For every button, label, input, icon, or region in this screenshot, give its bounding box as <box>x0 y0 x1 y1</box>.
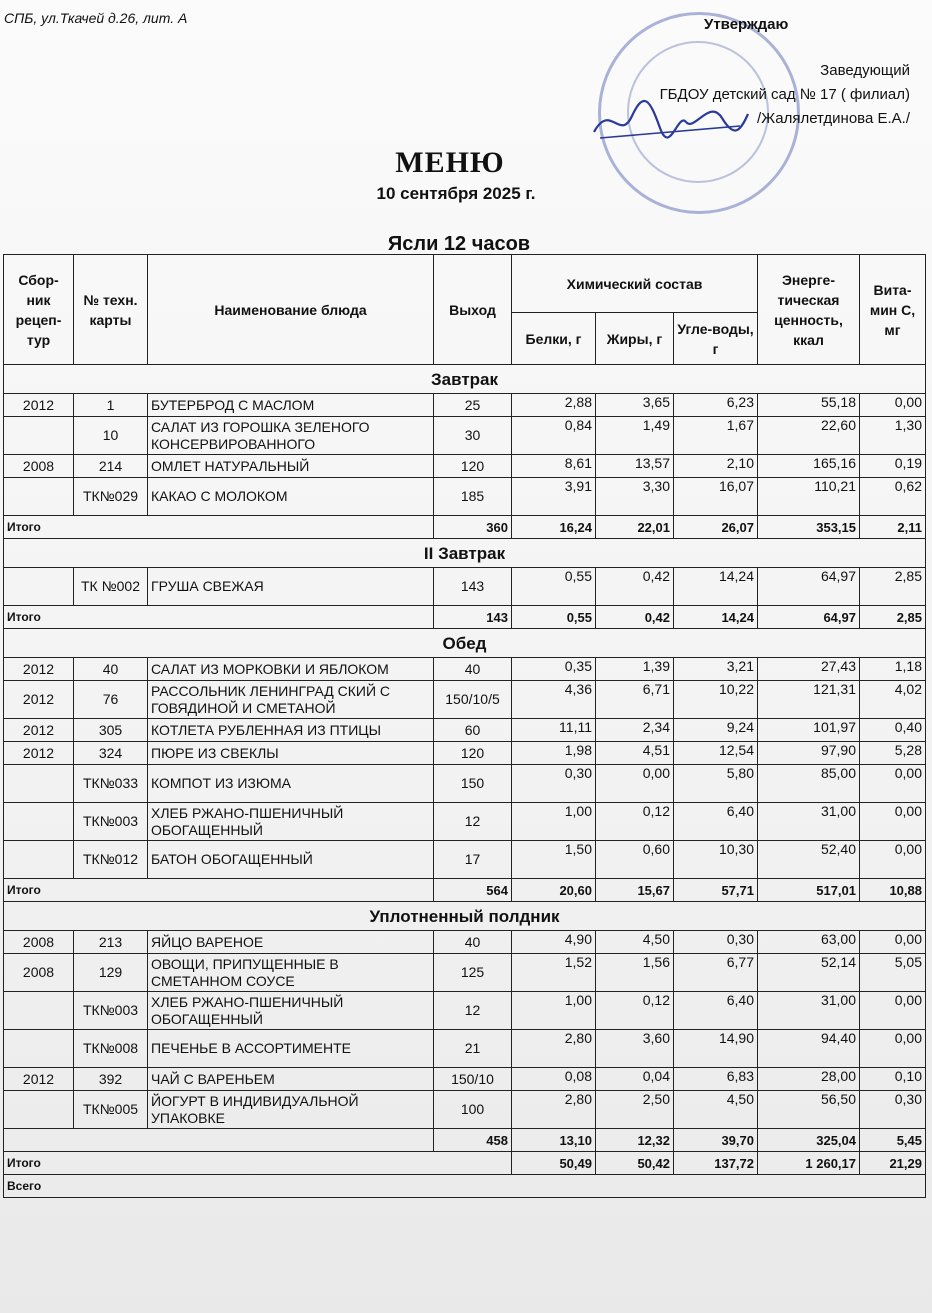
tech-card-number: ТК№003 <box>74 992 148 1030</box>
total-fat: 0,42 <box>596 606 674 629</box>
dish-yield: 143 <box>434 568 512 606</box>
dish-name: САЛАТ ИЗ ГОРОШКА ЗЕЛЕНОГО КОНСЕРВИРОВАННОГО <box>148 417 434 455</box>
dish-name: БАТОН ОБОГАЩЕННЫЙ <box>148 841 434 879</box>
col-chem: Химический состав <box>512 255 758 313</box>
dish-name: БУТЕРБРОД С МАСЛОМ <box>148 394 434 417</box>
carbs-value: 9,24 <box>674 719 758 742</box>
energy-value: 52,40 <box>758 841 860 879</box>
vitamin-value: 0,10 <box>860 1068 926 1091</box>
fat-value: 2,34 <box>596 719 674 742</box>
tech-card-number: 40 <box>74 658 148 681</box>
recipe-collection: 2012 <box>4 719 74 742</box>
menu-row <box>4 417 926 455</box>
menu-row <box>4 681 926 719</box>
energy-value: 121,31 <box>758 681 860 719</box>
dish-name: КОМПОТ ИЗ ИЗЮМА <box>148 765 434 803</box>
fat-value: 6,71 <box>596 681 674 719</box>
recipe-collection <box>4 1030 74 1068</box>
grand-vsego-label: Всего <box>4 1175 926 1198</box>
tech-card-number: 213 <box>74 931 148 954</box>
total-label: Итого <box>4 516 434 539</box>
dish-name: ЧАЙ С ВАРЕНЬЕМ <box>148 1068 434 1091</box>
protein-value: 1,52 <box>512 954 596 992</box>
menu-row <box>4 954 926 992</box>
tech-card-number: ТК №002 <box>74 568 148 606</box>
fat-value: 1,39 <box>596 658 674 681</box>
carbs-value: 14,90 <box>674 1030 758 1068</box>
total-vitamin: 10,88 <box>860 879 926 902</box>
col-vitamin: Вита-мин С, мг <box>860 255 926 365</box>
col-carbs: Угле-воды, г <box>674 313 758 365</box>
total-carbs: 26,07 <box>674 516 758 539</box>
energy-value: 55,18 <box>758 394 860 417</box>
section-title: II Завтрак <box>4 539 926 568</box>
total-yield: 360 <box>434 516 512 539</box>
protein-value: 2,80 <box>512 1091 596 1129</box>
carbs-value: 6,77 <box>674 954 758 992</box>
dish-name: ХЛЕБ РЖАНО-ПШЕНИЧНЫЙ ОБОГАЩЕННЫЙ <box>148 992 434 1030</box>
total-label <box>4 1129 434 1152</box>
protein-value: 8,61 <box>512 455 596 478</box>
total-energy: 325,04 <box>758 1129 860 1152</box>
carbs-value: 1,67 <box>674 417 758 455</box>
carbs-value: 0,30 <box>674 931 758 954</box>
fat-value: 0,60 <box>596 841 674 879</box>
recipe-collection: 2012 <box>4 394 74 417</box>
recipe-collection: 2012 <box>4 742 74 765</box>
dish-yield: 17 <box>434 841 512 879</box>
protein-value: 0,35 <box>512 658 596 681</box>
dish-yield: 40 <box>434 931 512 954</box>
vitamin-value: 0,00 <box>860 841 926 879</box>
fat-value: 1,56 <box>596 954 674 992</box>
section-header <box>4 902 926 931</box>
carbs-value: 6,40 <box>674 992 758 1030</box>
energy-value: 101,97 <box>758 719 860 742</box>
dish-name: ГРУША СВЕЖАЯ <box>148 568 434 606</box>
total-energy: 517,01 <box>758 879 860 902</box>
fat-value: 13,57 <box>596 455 674 478</box>
protein-value: 2,80 <box>512 1030 596 1068</box>
recipe-collection <box>4 478 74 516</box>
tech-card-number: 305 <box>74 719 148 742</box>
energy-value: 52,14 <box>758 954 860 992</box>
dish-name: ОВОЩИ, ПРИПУЩЕННЫЕ В СМЕТАННОМ СОУСЕ <box>148 954 434 992</box>
col-yield: Выход <box>434 255 512 365</box>
vitamin-value: 0,30 <box>860 1091 926 1129</box>
total-carbs: 57,71 <box>674 879 758 902</box>
fat-value: 2,50 <box>596 1091 674 1129</box>
section-total-row <box>4 516 926 539</box>
carbs-value: 10,30 <box>674 841 758 879</box>
total-energy: 353,15 <box>758 516 860 539</box>
vitamin-value: 1,18 <box>860 658 926 681</box>
energy-value: 28,00 <box>758 1068 860 1091</box>
address-line: СПБ, ул.Ткачей д.26, лит. А <box>4 10 188 26</box>
col-energy: Энерге-тическая ценность, ккал <box>758 255 860 365</box>
dish-yield: 120 <box>434 455 512 478</box>
carbs-value: 6,23 <box>674 394 758 417</box>
section-total-row <box>4 879 926 902</box>
col-card: № техн. карты <box>74 255 148 365</box>
fat-value: 4,50 <box>596 931 674 954</box>
total-carbs: 39,70 <box>674 1129 758 1152</box>
tech-card-number: ТК№033 <box>74 765 148 803</box>
dish-yield: 12 <box>434 992 512 1030</box>
col-collection: Сбор-ник рецеп-тур <box>4 255 74 365</box>
energy-value: 22,60 <box>758 417 860 455</box>
signatory-name: /Жалялетдинова Е.А./ <box>757 110 910 127</box>
dish-yield: 25 <box>434 394 512 417</box>
grand-fat: 50,42 <box>596 1152 674 1175</box>
grand-carbs: 137,72 <box>674 1152 758 1175</box>
protein-value: 1,98 <box>512 742 596 765</box>
dish-name: РАССОЛЬНИК ЛЕНИНГРАД СКИЙ С ГОВЯДИНОЙ И СМЕТАНОЙ <box>148 681 434 719</box>
dish-name: КОТЛЕТА РУБЛЕННАЯ ИЗ ПТИЦЫ <box>148 719 434 742</box>
carbs-value: 3,21 <box>674 658 758 681</box>
menu-row <box>4 478 926 516</box>
total-fat: 15,67 <box>596 879 674 902</box>
fat-value: 3,65 <box>596 394 674 417</box>
menu-row <box>4 394 926 417</box>
grand-itogo-label: Итого <box>4 1152 512 1175</box>
grand-itogo-row <box>4 1152 926 1175</box>
tech-card-number: 392 <box>74 1068 148 1091</box>
tech-card-number: 324 <box>74 742 148 765</box>
organization-name: ГБДОУ детский сад № 17 ( филиал) <box>659 86 910 103</box>
section-title: Завтрак <box>4 365 926 394</box>
tech-card-number: 214 <box>74 455 148 478</box>
energy-value: 85,00 <box>758 765 860 803</box>
vitamin-value: 0,00 <box>860 992 926 1030</box>
energy-value: 97,90 <box>758 742 860 765</box>
vitamin-value: 0,00 <box>860 931 926 954</box>
tech-card-number: 76 <box>74 681 148 719</box>
total-yield: 143 <box>434 606 512 629</box>
energy-value: 110,21 <box>758 478 860 516</box>
total-label: Итого <box>4 606 434 629</box>
total-protein: 13,10 <box>512 1129 596 1152</box>
dish-yield: 125 <box>434 954 512 992</box>
total-vitamin: 2,11 <box>860 516 926 539</box>
dish-name: ЙОГУРТ В ИНДИВИДУАЛЬНОЙ УПАКОВКЕ <box>148 1091 434 1129</box>
tech-card-number: ТК№029 <box>74 478 148 516</box>
protein-value: 2,88 <box>512 394 596 417</box>
recipe-collection <box>4 417 74 455</box>
energy-value: 165,16 <box>758 455 860 478</box>
energy-value: 63,00 <box>758 931 860 954</box>
dish-yield: 21 <box>434 1030 512 1068</box>
vitamin-value: 2,85 <box>860 568 926 606</box>
head-position: Заведующий <box>820 62 910 79</box>
dish-yield: 185 <box>434 478 512 516</box>
total-protein: 16,24 <box>512 516 596 539</box>
menu-row <box>4 803 926 841</box>
energy-value: 31,00 <box>758 803 860 841</box>
menu-row <box>4 658 926 681</box>
dish-name: КАКАО С МОЛОКОМ <box>148 478 434 516</box>
recipe-collection: 2012 <box>4 681 74 719</box>
menu-row <box>4 742 926 765</box>
energy-value: 56,50 <box>758 1091 860 1129</box>
menu-row <box>4 1091 926 1129</box>
protein-value: 1,50 <box>512 841 596 879</box>
recipe-collection <box>4 1091 74 1129</box>
carbs-value: 4,50 <box>674 1091 758 1129</box>
total-fat: 22,01 <box>596 516 674 539</box>
total-vitamin: 5,45 <box>860 1129 926 1152</box>
vitamin-value: 0,19 <box>860 455 926 478</box>
dish-yield: 30 <box>434 417 512 455</box>
menu-row <box>4 568 926 606</box>
protein-value: 0,55 <box>512 568 596 606</box>
col-protein: Белки, г <box>512 313 596 365</box>
grand-protein: 50,49 <box>512 1152 596 1175</box>
document-title: МЕНЮ <box>395 146 505 179</box>
col-dish: Наименование блюда <box>148 255 434 365</box>
col-fat: Жиры, г <box>596 313 674 365</box>
dish-yield: 40 <box>434 658 512 681</box>
grand-energy: 1 260,17 <box>758 1152 860 1175</box>
dish-yield: 120 <box>434 742 512 765</box>
protein-value: 0,84 <box>512 417 596 455</box>
dish-yield: 150/10 <box>434 1068 512 1091</box>
recipe-collection: 2008 <box>4 455 74 478</box>
document-date: 10 сентября 2025 г. <box>376 184 536 203</box>
grand-vsego-row <box>4 1175 926 1198</box>
recipe-collection: 2012 <box>4 658 74 681</box>
vitamin-value: 1,30 <box>860 417 926 455</box>
total-label: Итого <box>4 879 434 902</box>
protein-value: 11,11 <box>512 719 596 742</box>
protein-value: 4,90 <box>512 931 596 954</box>
total-fat: 12,32 <box>596 1129 674 1152</box>
protein-value: 0,08 <box>512 1068 596 1091</box>
total-yield: 458 <box>434 1129 512 1152</box>
menu-table <box>3 254 926 1198</box>
group-name: Ясли 12 часов <box>387 233 531 255</box>
total-energy: 64,97 <box>758 606 860 629</box>
recipe-collection <box>4 568 74 606</box>
vitamin-value: 0,00 <box>860 765 926 803</box>
dish-yield: 12 <box>434 803 512 841</box>
menu-row <box>4 1030 926 1068</box>
protein-value: 3,91 <box>512 478 596 516</box>
approve-label: Утверждаю <box>704 16 789 33</box>
recipe-collection <box>4 765 74 803</box>
total-protein: 0,55 <box>512 606 596 629</box>
recipe-collection <box>4 803 74 841</box>
section-title: Обед <box>4 629 926 658</box>
carbs-value: 5,80 <box>674 765 758 803</box>
total-carbs: 14,24 <box>674 606 758 629</box>
tech-card-number: 129 <box>74 954 148 992</box>
grand-vitamin: 21,29 <box>860 1152 926 1175</box>
carbs-value: 12,54 <box>674 742 758 765</box>
vitamin-value: 0,62 <box>860 478 926 516</box>
menu-body <box>4 365 926 1198</box>
recipe-collection: 2008 <box>4 931 74 954</box>
fat-value: 0,00 <box>596 765 674 803</box>
dish-name: ПЮРЕ ИЗ СВЕКЛЫ <box>148 742 434 765</box>
fat-value: 0,12 <box>596 992 674 1030</box>
recipe-collection: 2008 <box>4 954 74 992</box>
section-header <box>4 629 926 658</box>
carbs-value: 6,83 <box>674 1068 758 1091</box>
tech-card-number: ТК№003 <box>74 803 148 841</box>
tech-card-number: ТК№005 <box>74 1091 148 1129</box>
energy-value: 94,40 <box>758 1030 860 1068</box>
menu-row <box>4 765 926 803</box>
fat-value: 0,04 <box>596 1068 674 1091</box>
recipe-collection: 2012 <box>4 1068 74 1091</box>
vitamin-value: 0,40 <box>860 719 926 742</box>
section-header <box>4 539 926 568</box>
dish-name: ПЕЧЕНЬЕ В АССОРТИМЕНТЕ <box>148 1030 434 1068</box>
menu-row <box>4 455 926 478</box>
section-title: Уплотненный полдник <box>4 902 926 931</box>
carbs-value: 16,07 <box>674 478 758 516</box>
tech-card-number: ТК№012 <box>74 841 148 879</box>
total-yield: 564 <box>434 879 512 902</box>
menu-row <box>4 931 926 954</box>
carbs-value: 6,40 <box>674 803 758 841</box>
protein-value: 0,30 <box>512 765 596 803</box>
carbs-value: 14,24 <box>674 568 758 606</box>
vitamin-value: 0,00 <box>860 803 926 841</box>
dish-yield: 60 <box>434 719 512 742</box>
fat-value: 0,42 <box>596 568 674 606</box>
menu-row <box>4 1068 926 1091</box>
dish-yield: 150/10/5 <box>434 681 512 719</box>
fat-value: 0,12 <box>596 803 674 841</box>
recipe-collection <box>4 841 74 879</box>
tech-card-number: ТК№008 <box>74 1030 148 1068</box>
section-header <box>4 365 926 394</box>
dish-name: САЛАТ ИЗ МОРКОВКИ И ЯБЛОКОМ <box>148 658 434 681</box>
dish-yield: 150 <box>434 765 512 803</box>
protein-value: 1,00 <box>512 992 596 1030</box>
dish-yield: 100 <box>434 1091 512 1129</box>
carbs-value: 10,22 <box>674 681 758 719</box>
protein-value: 4,36 <box>512 681 596 719</box>
energy-value: 27,43 <box>758 658 860 681</box>
tech-card-number: 10 <box>74 417 148 455</box>
dish-name: ХЛЕБ РЖАНО-ПШЕНИЧНЫЙ ОБОГАЩЕННЫЙ <box>148 803 434 841</box>
vitamin-value: 0,00 <box>860 1030 926 1068</box>
menu-row <box>4 992 926 1030</box>
vitamin-value: 0,00 <box>860 394 926 417</box>
carbs-value: 2,10 <box>674 455 758 478</box>
protein-value: 1,00 <box>512 803 596 841</box>
tech-card-number: 1 <box>74 394 148 417</box>
menu-row <box>4 719 926 742</box>
fat-value: 1,49 <box>596 417 674 455</box>
energy-value: 64,97 <box>758 568 860 606</box>
fat-value: 3,30 <box>596 478 674 516</box>
fat-value: 3,60 <box>596 1030 674 1068</box>
recipe-collection <box>4 992 74 1030</box>
vitamin-value: 5,28 <box>860 742 926 765</box>
dish-name: ОМЛЕТ НАТУРАЛЬНЫЙ <box>148 455 434 478</box>
total-protein: 20,60 <box>512 879 596 902</box>
vitamin-value: 4,02 <box>860 681 926 719</box>
dish-name: ЯЙЦО ВАРЕНОЕ <box>148 931 434 954</box>
menu-row <box>4 841 926 879</box>
vitamin-value: 5,05 <box>860 954 926 992</box>
fat-value: 4,51 <box>596 742 674 765</box>
section-total-row <box>4 1129 926 1152</box>
section-total-row <box>4 606 926 629</box>
energy-value: 31,00 <box>758 992 860 1030</box>
total-vitamin: 2,85 <box>860 606 926 629</box>
